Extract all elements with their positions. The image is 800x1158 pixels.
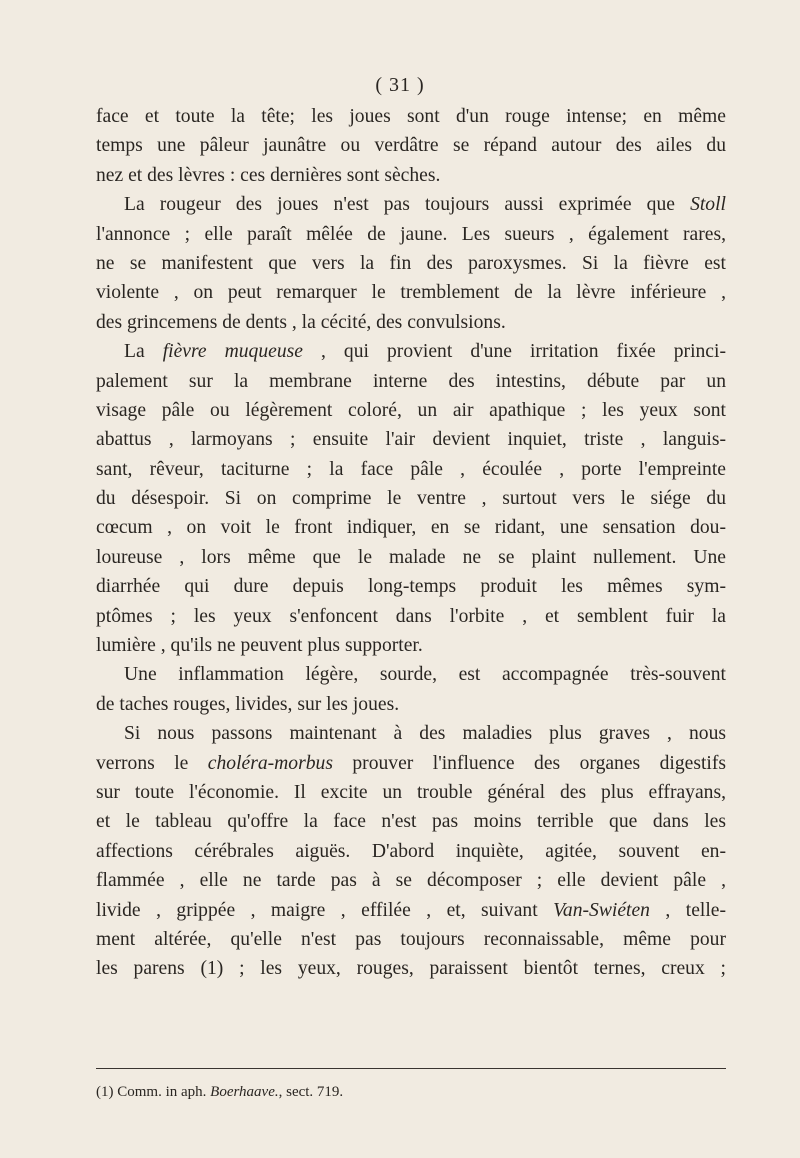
text-segment: La rougeur des joues n'est pas toujours aussi exprimée que — [124, 194, 691, 216]
italic-term: fièvre muqueuse — [162, 341, 303, 363]
page-number: ( 31 ) — [375, 74, 425, 96]
italic-name: Van-Swiéten — [553, 899, 650, 921]
text-line: des grincemens de dents , la cécité, des convulsions. — [96, 311, 506, 333]
text-line: ptômes ; les yeux s'enfoncent dans l'orbite , et semblent fuir la — [96, 605, 726, 627]
text-line: nez et des lèvres : ces dernières sont sèches. — [96, 164, 441, 186]
footnote — [96, 1082, 726, 1102]
text-line: Si nous passons maintenant à des maladies plus graves , nous — [124, 723, 726, 745]
text-line: lumière , qu'ils ne peuvent plus supporter. — [96, 635, 423, 657]
text-line: diarrhée qui dure depuis long-temps produit les mêmes sym- — [96, 576, 726, 598]
text-line — [96, 337, 726, 366]
text-line: violente , on peut remarquer le tremblement de la lèvre inférieure , — [96, 282, 726, 304]
footnote-rule — [96, 1068, 726, 1069]
text-line: et le tableau qu'offre la face n'est pas moins terrible que dans les — [96, 811, 726, 833]
text-segment: verrons le — [96, 752, 208, 774]
footnote-text-post: , sect. 719. — [278, 1084, 344, 1100]
text-line: de taches rouges, livides, sur les joues. — [96, 693, 400, 715]
text-line: du désespoir. Si on comprime le ventre , surtout vers le siége du — [96, 488, 726, 510]
text-segment: La — [124, 341, 163, 363]
text-line: sur toute l'économie. Il excite un trouble général des plus effrayans, — [96, 781, 726, 803]
text-line: loureuse , lors même que le malade ne se plaint nullement. Une — [96, 546, 726, 568]
text-segment: livide , grippée , maigre , effilée , et, suivant — [96, 899, 538, 921]
body-text — [96, 102, 726, 984]
text-line — [96, 190, 726, 219]
text-line — [96, 896, 726, 925]
italic-term: choléra-morbus — [207, 752, 333, 774]
footnote-text-pre: (1) Comm. in aph. — [96, 1084, 211, 1100]
text-line: abattus , larmoyans ; ensuite l'air devient inquiet, triste , languis- — [96, 429, 726, 451]
text-line: les parens (1) ; les yeux, rouges, paraissent bientôt ternes, creux ; — [96, 958, 726, 980]
text-line: l'annonce ; elle paraît mêlée de jaune. Les sueurs , également rares, — [96, 223, 726, 245]
text-line: flammée , elle ne tarde pas à se décomposer ; elle devient pâle , — [96, 870, 726, 892]
text-line: ment altérée, qu'elle n'est pas toujours reconnaissable, même pour — [96, 928, 726, 950]
footnote-text-italic: Boerhaave. — [210, 1084, 279, 1100]
text-line: ne se manifestent que vers la fin des paroxysmes. Si la fièvre est — [96, 252, 726, 274]
text-line: Une inflammation légère, sourde, est accompagnée très-souvent — [124, 664, 726, 686]
text-segment: prouver l'influence des organes digestifs — [332, 752, 727, 774]
text-line: temps une pâleur jaunâtre ou verdâtre se répand autour des ailes du — [96, 135, 726, 157]
text-line: palement sur la membrane interne des intestins, débute par un — [96, 370, 726, 392]
text-segment: , qui provient d'une irritation fixée princi- — [302, 341, 726, 363]
text-segment: , telle- — [649, 899, 726, 921]
text-line: affections cérébrales aiguës. D'abord inquiète, agitée, souvent en- — [96, 840, 726, 862]
text-line: sant, rêveur, taciturne ; la face pâle , écoulée , porte l'empreinte — [96, 458, 726, 480]
italic-term: Stoll — [690, 194, 726, 216]
text-line: visage pâle ou légèrement coloré, un air apathique ; les yeux sont — [96, 399, 726, 421]
text-line: face et toute la tête; les joues sont d'un rouge intense; en même — [96, 106, 726, 127]
text-line: cœcum , on voit le front indiquer, en se ridant, une sensation dou- — [96, 517, 726, 539]
text-line — [96, 749, 726, 778]
